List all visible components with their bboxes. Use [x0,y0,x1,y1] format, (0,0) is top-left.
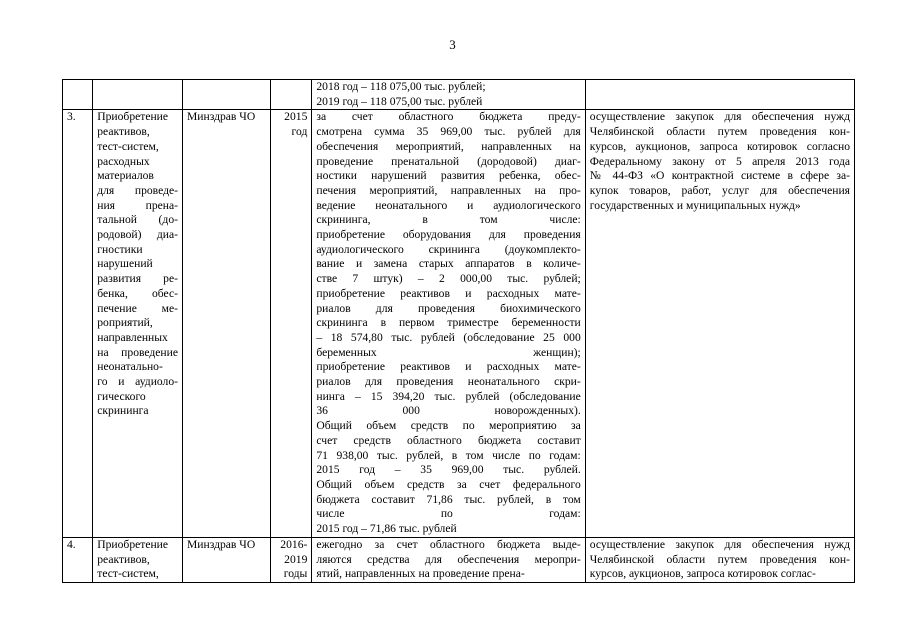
text-line: – 18 574,80 тыс. рублей (обследование 25 000 [316,330,581,344]
table-row-3 [63,110,855,537]
text-line: осуществление закупок для обеспечения нужд [589,110,850,124]
text-line: государственных и муниципальных нужд» [589,198,801,212]
text-line: ния прена- [97,198,178,212]
text-line: вание и замена старых аппаратов в количе- [316,257,581,271]
text-line: печения мероприятий, направленных на про- [316,183,581,197]
text-line: Приобретение [97,110,169,124]
text-line: нарушений [97,257,153,271]
cell-result [585,537,854,582]
text-line: годы [283,567,308,581]
text-line: скрининга в первом триместре беременности [316,316,581,330]
text-line: для проведе- [97,183,178,197]
cell-number: 4. [63,537,93,582]
text-line: скрининга [97,404,149,418]
text-line: проведение пренатальной (дородовой) диаг- [316,154,581,168]
text-line: ежегодно за счет областного бюджета выде- [316,537,581,551]
cell-number: 3. [63,110,93,537]
text-line: нинга – 15 394,20 тыс. рублей (обследование [316,389,581,403]
cell-executor: Минздрав ЧО [182,110,270,537]
text-line: аудиологического скрининга (доукомплекто- [316,242,581,256]
text-line: Челябинской области путем проведения кон- [589,125,850,139]
page-number: 3 [449,37,456,52]
description-line: 2018 год – 118 075,00 тыс. рублей; [316,80,486,93]
table-row-4 [63,537,855,582]
text-line: тест-систем, [97,139,159,153]
text-line: бенка, обес- [97,286,178,300]
cell-description [312,537,585,582]
text-line: 2015 [284,110,308,124]
text-line: ведение неонатального и аудиологического [316,198,581,212]
text-line: за счет областного бюджета преду- [316,110,581,124]
text-line: ностики нарушений развития ребенка, обес- [316,169,581,183]
text-line: развития ре- [97,272,178,286]
text-line: 2015 год – 35 969,00 тыс. рублей. [316,463,581,477]
text-line: купок товаров, работ, услуг для обеспечения [589,183,850,197]
cell-result [585,110,854,537]
cell-term [270,537,312,582]
text-line: тальной (до- [97,213,178,227]
text-line: Общий объем средств за счет федерального [316,477,581,491]
text-line: риалов для проведения неонатального скри- [316,375,581,389]
text-line: обеспечения мероприятий, направленных на [316,139,581,153]
text-line: роприятий, [97,316,153,330]
text-line: курсов, аукционов, запроса котировок соглас- [589,567,816,581]
text-line: № 44-ФЗ «О контрактной системе в сфере за- [589,169,850,183]
text-line: Федеральному закону от 5 апреля 2013 года [589,154,850,168]
description-line: 2019 год – 118 075,00 тыс. рублей [316,94,483,108]
text-line: приобретение реактивов и расходных мате- [316,360,581,374]
text-line: неонатально- [97,360,163,374]
cell-description [312,110,585,537]
cell-name [93,80,183,110]
cell-executor [182,80,270,110]
table-row-continuation [63,80,855,110]
cell-result [585,80,854,110]
measures-table [62,79,855,583]
text-line: ляются средства для обеспечения меропри- [316,552,581,566]
text-line: ятий, направленных на проведение прена- [316,567,525,581]
text-line: год [291,125,308,139]
text-line: счет средств областного бюджета составит [316,433,581,447]
text-line: скрининга, в том числе: [316,213,581,227]
cell-executor: Минздрав ЧО [182,537,270,582]
cell-term [270,80,312,110]
text-line: 2016- [280,537,308,551]
text-line: риалов для проведения биохимического [316,301,581,315]
cell-number [63,80,93,110]
text-line: курсов, аукционов, запроса котировок согласно [589,139,850,153]
text-line: реактивов, [97,125,150,139]
text-line: осуществление закупок для обеспечения нужд [589,537,850,551]
text-line: го и аудиоло- [97,375,178,389]
cell-description [312,80,585,110]
cell-term [270,110,312,537]
text-line: гностики [97,242,143,256]
text-line: смотрена сумма 35 969,00 тыс. рублей для [316,125,581,139]
cell-name [93,537,183,582]
text-line: 36 000 новорожденных). [316,404,581,418]
text-line: 2015 год – 71,86 тыс. рублей [316,522,457,536]
text-line: числе по годам: [316,507,581,521]
text-line: приобретение оборудования для проведения [316,228,581,242]
text-line: печение ме- [97,301,178,315]
text-line: тест-систем, [97,567,159,581]
text-line: приобретение реактивов и расходных мате- [316,286,581,300]
text-line: расходных [97,154,150,168]
text-line: бюджета составит 71,86 тыс. рублей, в том [316,492,581,506]
text-line: на проведение [97,345,178,359]
text-line: стве 7 штук) – 2 000,00 тыс. рублей; [316,272,581,286]
text-line: 2019 [284,552,308,566]
text-line: направленных [97,330,168,344]
text-line: реактивов, [97,552,150,566]
text-line: 71 938,00 тыс. рублей, в том числе по годам: [316,448,581,462]
text-line: Общий объем средств по мероприятию за [316,419,581,433]
text-line: родовой) диа- [97,228,178,242]
text-line: беременных женщин); [316,345,581,359]
text-line: Приобретение [97,537,169,551]
text-line: материалов [97,169,154,183]
text-line: Челябинской области путем проведения кон- [589,552,850,566]
cell-name [93,110,183,537]
text-line: гического [97,389,146,403]
